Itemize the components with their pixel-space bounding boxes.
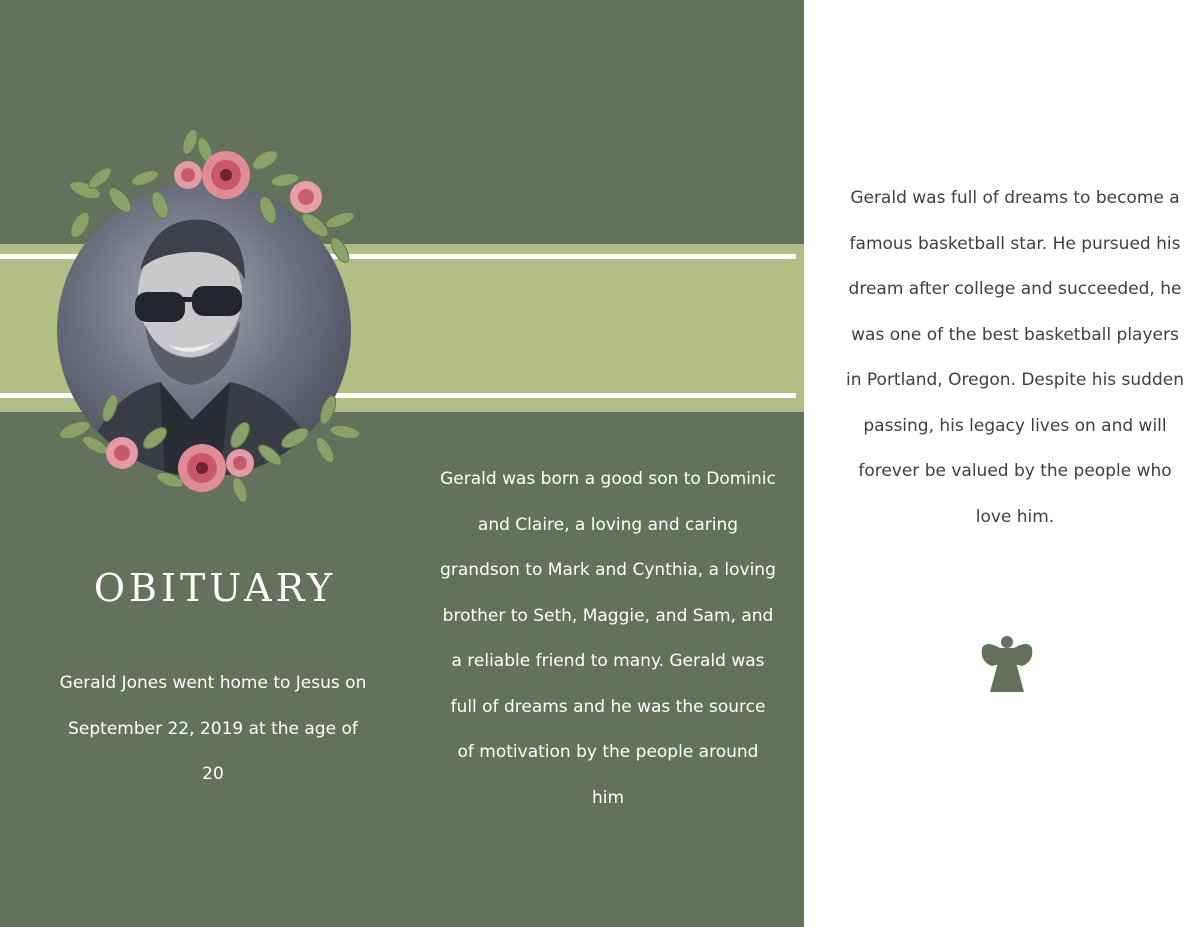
intro-text: Gerald Jones went home to Jesus on September 22, 2019 at the age of 20 <box>59 673 367 784</box>
family-paragraph: Gerald was born a good son to Dominic and Claire, a loving and caring grandson to Mark and Cynthia, a loving brother to Seth, Maggie, and Sam, and a reliable friend to many. Gerald was full of dreams and he was the source of motivation by the people around him <box>440 469 776 808</box>
dreams-paragraph: Gerald was full of dreams to become a famous basketball star. He pursued his dream after college and succeeded, he was one of the best basketball players in Portland, Oregon. Despite his sudden passing, his legacy lives on and will forever be valued by the people who love him. <box>846 188 1184 527</box>
angel-icon <box>978 634 1036 694</box>
portrait-photo <box>40 120 380 520</box>
portrait-wreath-icon <box>40 120 380 520</box>
page-title: OBITUARY <box>93 566 337 610</box>
